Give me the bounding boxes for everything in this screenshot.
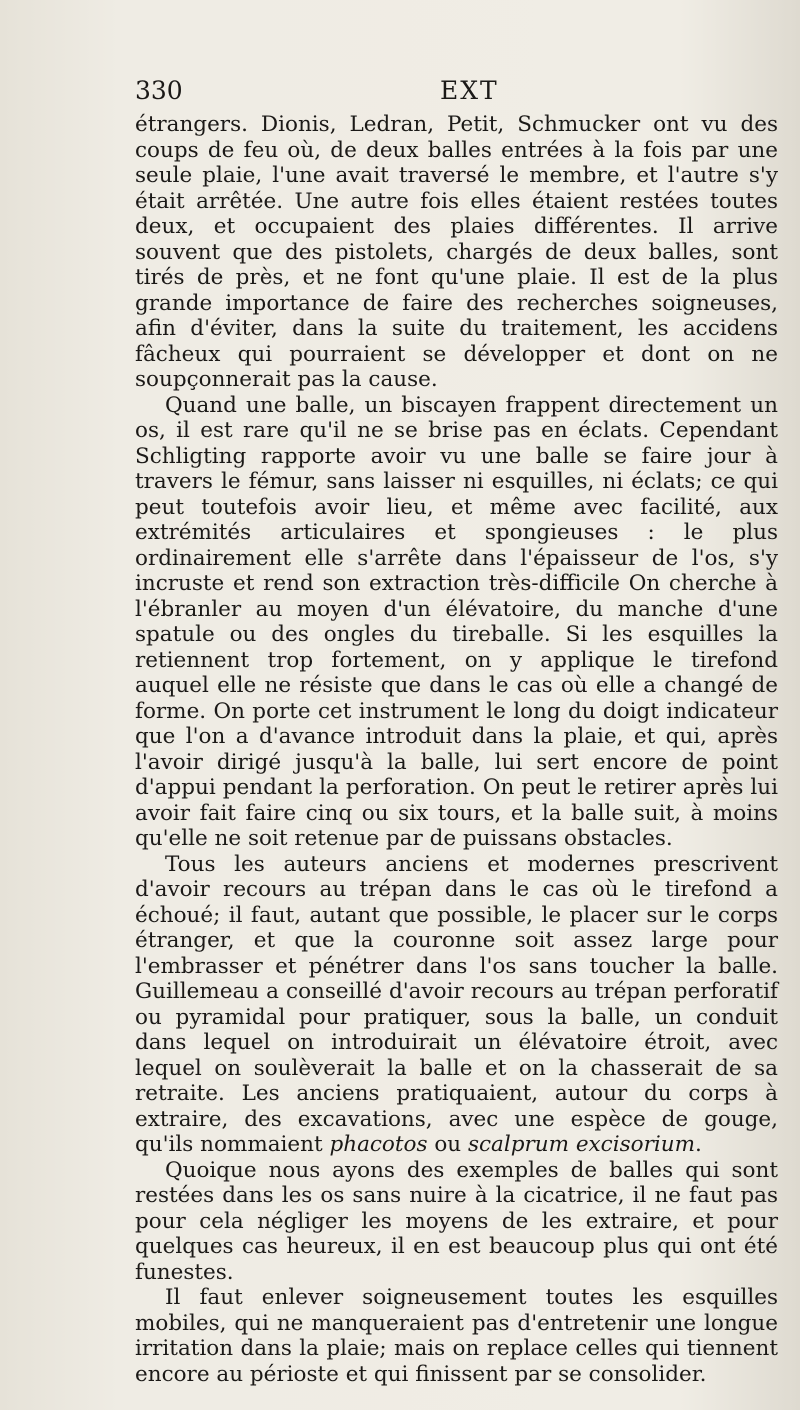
latin-term-phacotos: phacotos [329, 1132, 428, 1157]
paragraph-3 [135, 852, 778, 1158]
paragraph-1: étrangers. Dionis, Ledran, Petit, Schmucker ont vu des coups de feu où, de deux balles entrées à la fois par une seule plaie, l'une avait traversé le membre, et l'autre s'y était arrêtée. Une autre fois elles étaient restées toutes deux, et occupaient des plaies différentes. Il arrive souvent que des pistolets, chargés de deux balles, sont tirés de près, et ne font qu'une plaie. Il est de la plus grande importance de faire des recherches soigneuses, afin d'éviter, dans la suite du traitement, les accidens fâcheux qui pourraient se développer et dont on ne soupçonnerait pas la cause. [135, 112, 778, 392]
page-header [135, 76, 775, 106]
running-head: EXT [440, 76, 499, 105]
paragraph-4: Quoique nous ayons des exemples de balles qui sont restées dans les os sans nuire à la cicatrice, il ne faut pas pour cela négliger les moyens de les extraire, et pour quelques cas heureux, il en est beaucoup plus qui ont été funestes. [135, 1157, 778, 1285]
paragraph-3-text-after: . [694, 1132, 702, 1157]
latin-term-scalprum: scalprum excisorium [467, 1132, 695, 1157]
paragraph-2: Quand une balle, un biscayen frappent directement un os, il est rare qu'il ne se brise pas en éclats. Cependant Schligting rapporte avoir vu une balle se faire jour à travers le fémur, sans laisser ni esquilles, ni éclats; ce qui peut toutefois avoir lieu, et même avec facilité, aux extrémités articulaires et spongieuses : le plus ordinairement elle s'arrête dans l'épaisseur de l'os, s'y incruste et rend son extraction très-difficile On cherche à l'ébranler au moyen d'un élévatoire, du manche d'une spatule ou des ongles du tireballe. Si les esquilles la retiennent trop fortement, on y applique le tirefond auquel elle ne résiste que dans le cas où elle a changé de forme. On porte cet instrument le long du doigt indicateur que l'on a d'avance introduit dans la plaie, et qui, après l'avoir dirigé jusqu'à la balle, lui sert encore de point d'appui pendant la perforation. On peut le retirer après lui avoir fait faire cinq ou six tours, et la balle suit, à moins qu'elle ne soit retenue par de puissans obstacles. [135, 392, 778, 851]
text-body [135, 112, 778, 1387]
page-number: 330 [135, 76, 183, 105]
paragraph-5: Il faut enlever soigneusement toutes les esquilles mobiles, qui ne manqueraient pas d'entretenir une longue irritation dans la plaie; mais on replace celles qui tiennent encore au périoste et qui finissent par se consolider. [135, 1285, 778, 1387]
paragraph-3-text-before: Tous les auteurs anciens et modernes prescrivent d'avoir recours au trépan dans le cas où le tirefond a échoué; il faut, autant que possible, le placer sur le corps étranger, et que la couronne soit assez large pour l'embrasser et pénétrer dans l'os sans toucher la balle. Guillemeau a conseillé d'avoir recours au trépan perforatif ou pyramidal pour pratiquer, sous la balle, un conduit dans lequel on introduirait un élévatoire étroit, avec lequel on soulèverait la balle et on la chasserait de sa retraite. Les anciens pratiquaient, autour du corps à extraire, des excavations, avec une espèce de gouge, qu'ils nommaient [135, 851, 778, 1157]
paragraph-3-text-middle: ou [427, 1132, 468, 1157]
